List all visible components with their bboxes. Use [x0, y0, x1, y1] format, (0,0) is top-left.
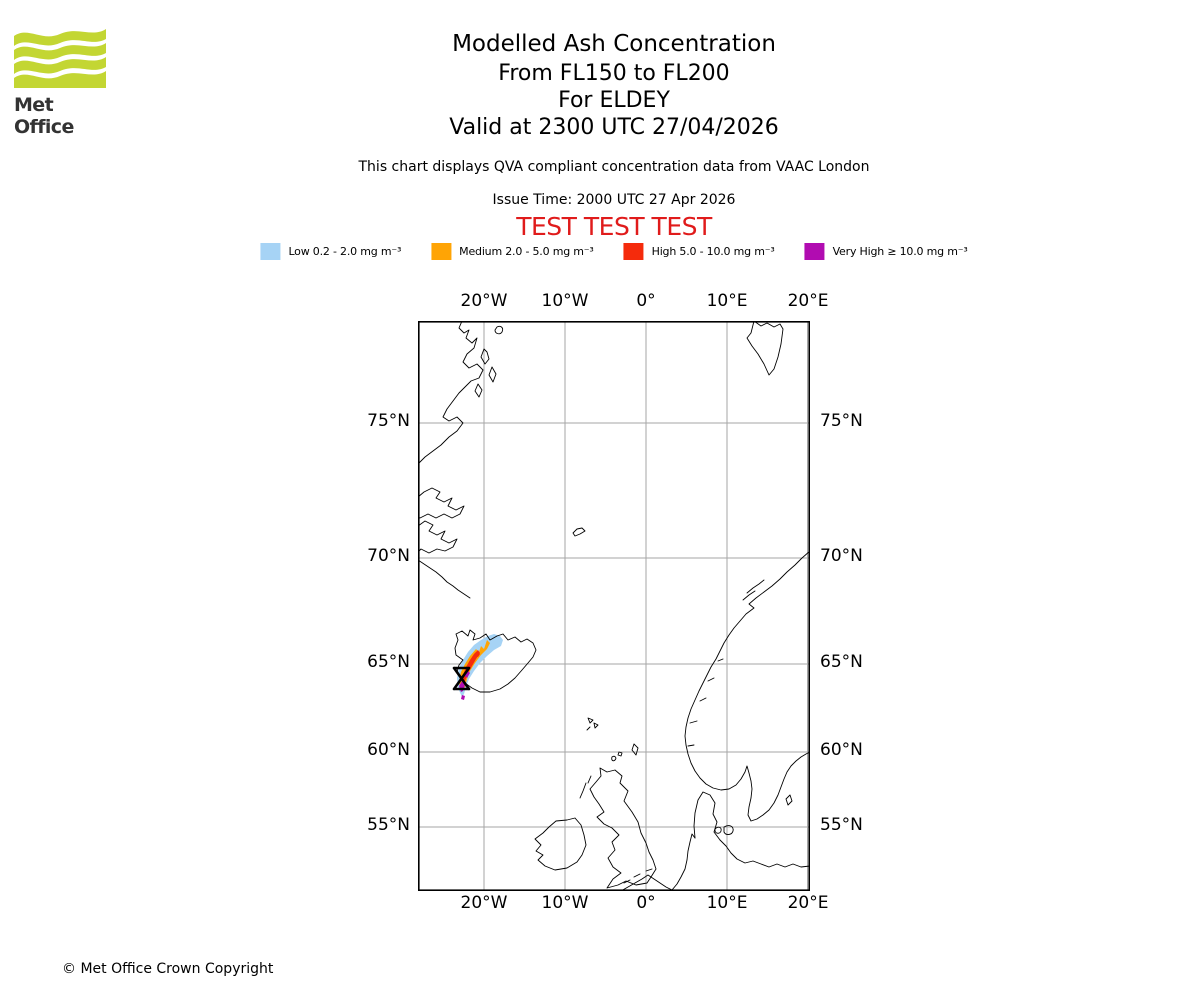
concentration-legend: [260, 243, 967, 260]
coastlines: [418, 321, 810, 891]
lon-label-top-20w: 20°W: [460, 291, 508, 311]
chart-subtitle-volcano: For ELDEY: [558, 88, 670, 113]
met-office-logo-text: Met Office: [14, 94, 74, 138]
lon-label-bottom-10w: 10°W: [541, 893, 589, 913]
coast-frisian-2: [634, 874, 640, 877]
lat-label-right-70n: 70°N: [820, 546, 863, 566]
legend-item-high: [624, 243, 775, 260]
coast-greenland-70n: [418, 521, 457, 553]
coast-faroes-2: [594, 723, 598, 728]
met-office-logo: [14, 22, 109, 138]
coast-frisian-3: [646, 869, 652, 871]
coast-netherlands-germany: [621, 834, 695, 891]
coast-greenland-frag-1: [481, 349, 489, 364]
coast-fjord-1: [718, 659, 723, 661]
chart-subtitle-valid-time: Valid at 2300 UTC 27/04/2026: [449, 115, 779, 140]
lat-label-right-55n: 55°N: [820, 815, 863, 835]
coast-hebrides-1: [580, 783, 586, 798]
low-label: Low 0.2 - 2.0 mg m⁻³: [288, 245, 402, 258]
coast-orkney-2: [618, 752, 622, 756]
lon-label-bottom-20e: 20°E: [787, 893, 829, 913]
coast-greenland-ne: [419, 321, 483, 463]
legend-item-very-high: [805, 243, 968, 260]
legend-item-low: [260, 243, 401, 260]
coast-fjord-3: [700, 698, 706, 701]
coast-fjord-5: [688, 745, 694, 746]
coast-lofoten-1: [747, 580, 764, 593]
high-swatch: [624, 243, 644, 260]
coast-fjord-4: [690, 721, 697, 723]
met-office-waves-icon: [14, 22, 106, 88]
lat-label-left-60n: 60°N: [367, 740, 410, 760]
medium-label: Medium 2.0 - 5.0 mg m⁻³: [459, 245, 594, 258]
lat-label-left-65n: 65°N: [367, 652, 410, 672]
coast-ireland: [535, 818, 586, 870]
coast-svalbard: [747, 321, 783, 375]
test-banner: TEST TEST TEST: [516, 212, 712, 241]
lat-label-right-65n: 65°N: [820, 652, 863, 672]
coast-greenland-se: [418, 560, 470, 598]
lat-label-right-60n: 60°N: [820, 740, 863, 760]
lon-label-top-20e: 20°E: [787, 291, 829, 311]
lat-label-right-75n: 75°N: [820, 411, 863, 431]
lon-label-top-10e: 10°E: [706, 291, 748, 311]
coast-greenland-frag-2: [489, 367, 496, 382]
coast-jan-mayen: [573, 528, 585, 536]
coast-greenland-frag-island: [495, 326, 503, 333]
coast-lofoten-2: [743, 591, 755, 600]
copyright-notice: © Met Office Crown Copyright: [62, 961, 274, 977]
medium-swatch: [431, 243, 451, 260]
chart-subtitle-flight-levels: From FL150 to FL200: [498, 61, 730, 86]
coast-shetland: [632, 744, 638, 755]
coast-fjord-2: [708, 678, 714, 681]
coast-greenland-frag-3: [475, 384, 482, 397]
coast-faroes-3: [587, 727, 590, 730]
chart-title: Modelled Ash Concentration: [452, 31, 776, 57]
very-high-label: Very High ≥ 10.0 mg m⁻³: [832, 245, 968, 258]
legend-item-medium: [431, 243, 593, 260]
lon-label-bottom-10e: 10°E: [706, 893, 748, 913]
qva-compliance-note: This chart displays QVA compliant concentration data from VAAC London: [358, 159, 870, 175]
coast-baltic: [720, 840, 810, 867]
map-panel: [418, 321, 810, 891]
coast-gotland: [786, 795, 792, 805]
coast-hebrides-2: [588, 776, 591, 783]
coast-norway-sweden: [685, 551, 810, 821]
low-swatch: [260, 243, 280, 260]
coast-orkney: [612, 756, 616, 760]
high-label: High 5.0 - 10.0 mg m⁻³: [651, 245, 775, 258]
lon-label-bottom-20w: 20°W: [460, 893, 508, 913]
coast-greenland-scoresby: [418, 488, 464, 518]
lat-label-left-70n: 70°N: [367, 546, 410, 566]
coast-funen: [715, 827, 721, 833]
lon-label-top-0: 0°: [636, 291, 656, 311]
issue-time: Issue Time: 2000 UTC 27 Apr 2026: [492, 192, 736, 208]
map-frame: [419, 322, 809, 890]
coast-faroes-1: [588, 718, 593, 723]
lat-label-left-75n: 75°N: [367, 411, 410, 431]
lon-label-bottom-0: 0°: [636, 893, 656, 913]
lat-label-left-55n: 55°N: [367, 815, 410, 835]
lon-label-top-10w: 10°W: [541, 291, 589, 311]
very-high-swatch: [805, 243, 825, 260]
